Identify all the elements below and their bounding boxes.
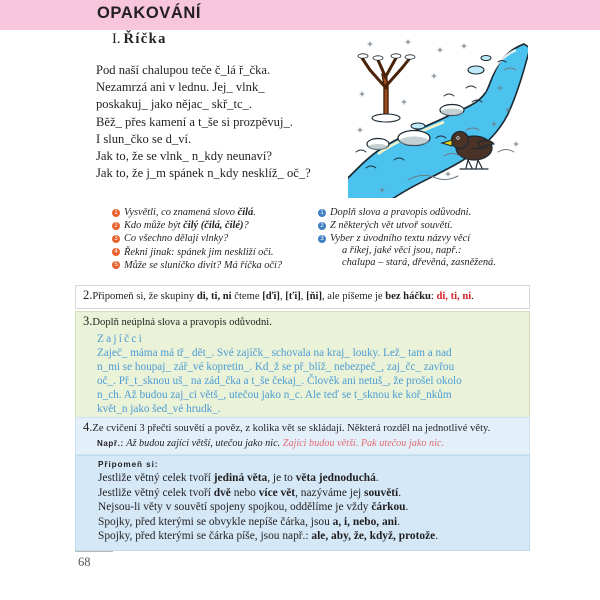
bullet-number-icon: 4 — [112, 248, 120, 256]
exercise-2-text — [83, 289, 522, 304]
exercise-2-box — [75, 285, 530, 309]
exercise-2-highlight: di, ti, ni — [436, 291, 472, 302]
story-line: květ_n jako šed_vé hrudk_. — [97, 403, 221, 416]
poem-line: Pod naší chalupou teče č_lá ř_čka. — [96, 63, 271, 77]
question-continuation: chalupa – stará, dřevěná, zasněžená. — [342, 257, 496, 269]
question-item — [318, 233, 538, 269]
poem-line: I slun_čko se d_ví. — [96, 131, 192, 146]
exercise-2-groups: di, ti, ni — [196, 291, 232, 302]
story-line: oč_. Př_t_sknou uš_ na zád_čka a t_še čekaj_. Člověk ani netuš_, že prošel okolo — [97, 375, 462, 387]
exercise-2-t5: , ale píšeme je — [321, 291, 386, 302]
question-text: Kdo může být čilý (čilá, čilé)? — [124, 220, 249, 232]
question-item — [112, 220, 312, 232]
remember-rule: Spojky, před kterými se čárka píše, jsou např.: ale, aby, že, když, protože. — [98, 530, 439, 543]
section-title: Říčka — [123, 31, 167, 47]
section-heading — [112, 31, 167, 48]
exercise-4-example-original: Až budou zajíci větší, utečou jako nic. — [126, 437, 281, 449]
exercise-2-t6: : — [430, 291, 437, 302]
winter-river-illustration — [348, 30, 528, 198]
exercise-2-phonetic-2: [ťi] — [285, 291, 301, 302]
bullet-number-icon: 5 — [112, 261, 120, 269]
question-text: Může se sluníčko divit? Má říčka oči? — [124, 259, 283, 271]
story-line: n_ch. Až budou zaj_ci větš_, utečou jako n_c. Ale teď se t_sknou ke koř_nkům — [97, 389, 452, 402]
question-text: Co všechno dělají vlnky? — [124, 233, 229, 245]
poem-line: poskakuj_ jako nějac_ skř_tc_. — [96, 97, 252, 112]
story-line: Zaječ_ máma má tř_ dět_. Své zajíčk_ schovala na kraj_ louky. Lež_ tam a nad — [97, 346, 452, 359]
exercise-4-example-split: Zajíci budou větší. Pak utečou jako nic. — [282, 437, 444, 449]
exercise-2-t4: , — [300, 291, 307, 302]
poem-line: Jak to, že j_m spánek n_kdy nesklíž_ oč_? — [96, 166, 311, 181]
page-number: 68 — [78, 555, 91, 569]
exercise-4-number: 4. — [83, 420, 93, 434]
exercise-4-instruction-text: Ze cvičení 3 přečti souvětí a pověz, z kolika vět se skládají. Některá rozděl na jednotlivé věty. — [92, 423, 491, 434]
exercise-4-example-label: Např.: — [97, 438, 124, 448]
exercise-3-story — [97, 346, 520, 417]
exercise-4-instruction — [83, 421, 522, 436]
exercise-2-phonetic-1: [ďi] — [262, 291, 280, 302]
exercise-4-box — [75, 417, 530, 455]
exercise-2-t1: Připomeň si, že skupiny — [92, 291, 197, 302]
exercise-2-t3: , — [279, 291, 286, 302]
bullet-number-icon: 2 — [318, 222, 326, 230]
remember-rules — [86, 471, 519, 544]
exercise-2-t2: čteme — [231, 291, 263, 302]
question-item — [112, 233, 312, 245]
question-text: Z některých vět utvoř souvětí. — [330, 220, 453, 232]
page-title: OPAKOVÁNÍ — [97, 4, 202, 22]
exercise-3-number: 3. — [83, 314, 93, 328]
remember-rule: Spojky, před kterými se obvykle nepíše čárka, jsou a, i, nebo, ani. — [98, 515, 401, 528]
question-item — [112, 247, 312, 259]
exercise-2-bez-hacku: bez háčku — [385, 291, 431, 302]
bullet-number-icon: 3 — [318, 235, 326, 243]
question-item — [318, 220, 538, 232]
exercise-4-example — [97, 437, 522, 450]
exercise-3-story-title: Zajíčci — [97, 332, 145, 345]
questions-right-column — [318, 207, 538, 270]
question-text: Řekni jinak: spánek jim neskliží oči. — [124, 246, 274, 258]
question-item — [318, 207, 538, 219]
bullet-number-icon: 3 — [112, 235, 120, 243]
story-line: n_mi se houpaj_ zář_vé kopretin_. Kd_ž se př_blíž_ nebezpeč_, zaj_čc_ zavřou — [97, 360, 455, 373]
poem-line: Jak to, že se vlnk_ n_kdy neunaví? — [96, 149, 272, 164]
section-number: I. — [112, 31, 121, 47]
exercise-2-number: 2. — [83, 288, 93, 302]
bullet-number-icon: 2 — [112, 222, 120, 230]
question-text: Vysvětli, co znamená slovo čilá. — [124, 207, 256, 218]
bullet-number-icon: 1 — [112, 209, 120, 217]
question-item — [112, 207, 312, 219]
bullet-number-icon: 1 — [318, 209, 326, 217]
remember-rule: Nejsou-li věty v souvětí spojeny spojkou, oddělíme je vždy čárkou. — [98, 501, 409, 514]
exercise-3-instruction-text: Doplň neúplná slova a pravopis odůvodni. — [92, 317, 272, 328]
questions-left-column — [112, 207, 312, 273]
question-text: Vyber z úvodního textu názvy věcí — [330, 233, 471, 245]
exercise-3-instruction — [83, 315, 522, 330]
remember-rule: Jestliže větný celek tvoří jediná věta, je to věta jednoduchá. — [98, 472, 379, 484]
question-text: Doplň slova a pravopis odůvodni. — [330, 207, 472, 218]
question-continuation: a říkej, jaké věci jsou, např.: — [342, 245, 462, 257]
poem-line: Běž_ přes kamení a t_še si prozpěvuj_. — [96, 114, 293, 129]
remember-panel — [75, 455, 530, 551]
exercise-2-t7: . — [471, 291, 474, 302]
remember-title: Připomeň si: — [98, 460, 159, 469]
remember-rule: Jestliže větný celek tvoří dvě nebo více vět, nazýváme jej souvětí. — [98, 486, 402, 499]
exercise-2-phonetic-3: [ňi] — [306, 291, 322, 302]
footer-rule — [75, 551, 113, 552]
poem-text — [96, 62, 346, 182]
poem-line: Nezamrzá ani v lednu. Jej_ vlnk_ — [96, 80, 265, 95]
exercise-3-box — [75, 311, 530, 422]
question-item — [112, 260, 312, 272]
header-band — [0, 0, 600, 30]
